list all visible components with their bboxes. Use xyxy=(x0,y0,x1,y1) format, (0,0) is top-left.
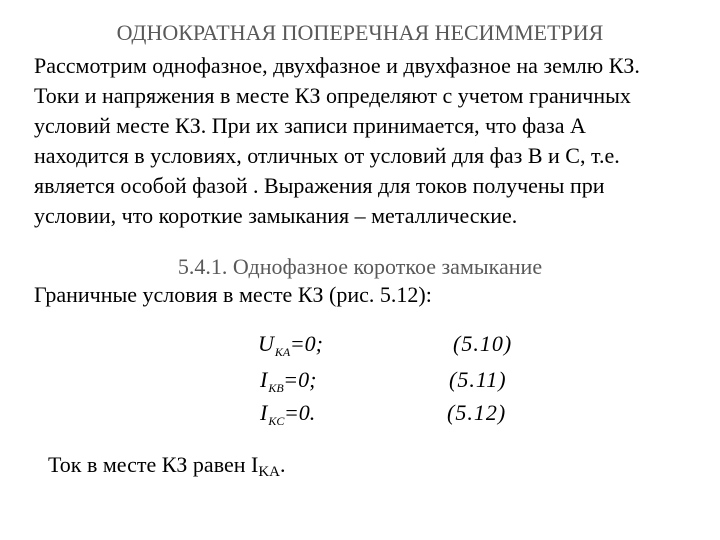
equation-sign: = xyxy=(291,331,304,356)
section-subheading: 5.4.1. Однофазное короткое замыкание xyxy=(177,254,543,279)
intro-line: условии, что короткие замыкания – металлические. xyxy=(34,203,518,228)
equation-symbol: U xyxy=(258,331,274,356)
intro-line: Рассмотрим однофазное, двухфазное и двухфазное на землю КЗ. xyxy=(34,53,640,78)
intro-line: является особой фазой . Выражения для токов получены при xyxy=(34,173,605,198)
equation-subscript: KA xyxy=(274,345,291,359)
equation-sign: = xyxy=(285,400,298,425)
current-text xyxy=(48,451,286,486)
intro-paragraph xyxy=(34,51,704,231)
equation-number: (5.12) xyxy=(447,400,507,425)
equation-uka xyxy=(258,331,323,365)
current-text-prefix: Ток в месте КЗ равен I xyxy=(48,452,259,477)
intro-line: находится в условиях, отличных от условий для фаз В и С, т.е. xyxy=(34,143,620,168)
current-text-subscript: KA xyxy=(258,464,280,480)
equation-value: 0; xyxy=(304,331,323,356)
equation-symbol: I xyxy=(260,400,268,425)
current-text-suffix: . xyxy=(280,452,286,477)
equation-ikb xyxy=(260,367,316,401)
boundary-conditions-text: Граничные условия в месте КЗ (рис. 5.12): xyxy=(34,282,432,307)
equation-number: (5.10) xyxy=(453,331,513,356)
equation-subscript: KB xyxy=(268,381,284,395)
equation-symbol: I xyxy=(260,367,268,392)
equation-subscript: KC xyxy=(268,414,285,428)
equation-value: 0. xyxy=(298,400,316,425)
equation-sign: = xyxy=(284,367,298,392)
intro-line: условий месте КЗ. При их записи принимается, что фаза А xyxy=(34,113,586,138)
equation-number: (5.11) xyxy=(449,367,507,392)
equation-value: 0; xyxy=(298,367,317,392)
slide-title: ОДНОКРАТНАЯ ПОПЕРЕЧНАЯ НЕСИММЕТРИЯ xyxy=(116,20,604,45)
intro-line: Токи и напряжения в месте КЗ определяют с учетом граничных xyxy=(34,83,631,108)
equation-ikc xyxy=(260,400,315,434)
